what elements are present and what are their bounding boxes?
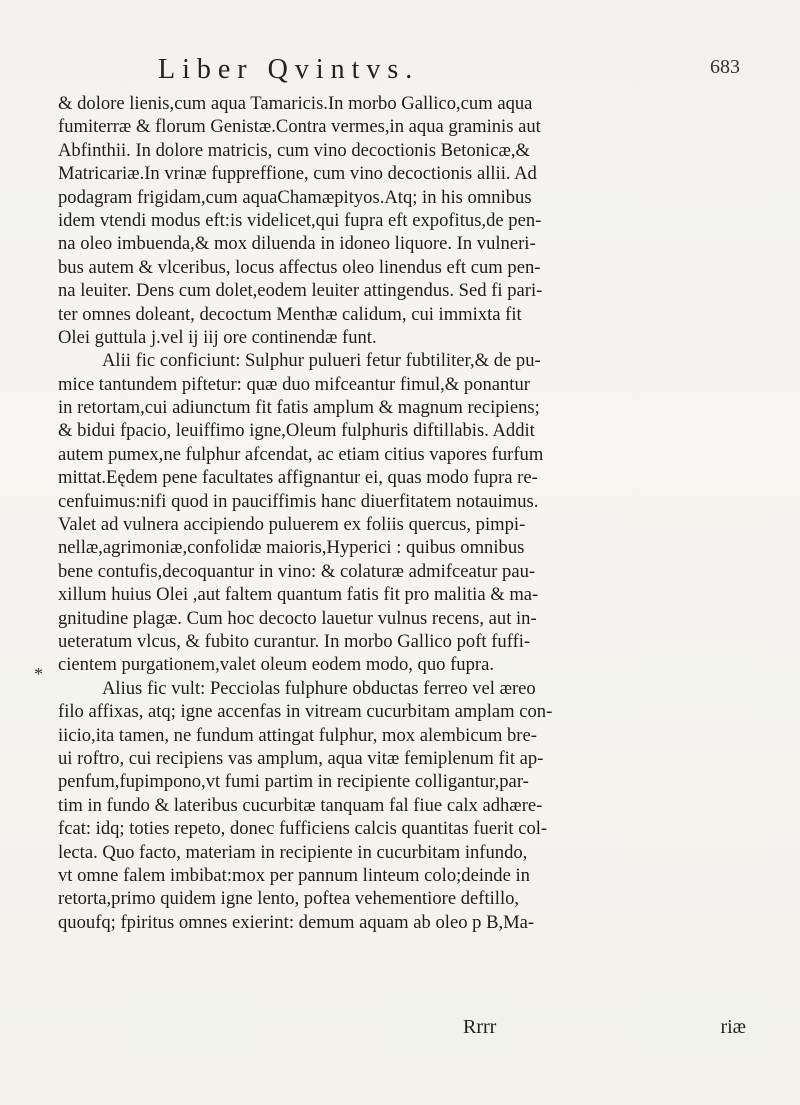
text-line: ui roftro, cui recipiens vas amplum, aqua vitæ femiplenum fit ap- xyxy=(58,747,544,769)
text-line: xillum huius Olei ,aut faltem quantum fatis fit pro malitia & ma- xyxy=(58,584,539,606)
text-line: cientem purgationem,valet oleum eodem modo, quo fupra. xyxy=(58,654,494,676)
text-line: Abfinthii. In dolore matricis, cum vino decoctionis Betonicæ,& xyxy=(58,139,530,161)
text-line: in retortam,cui adiunctum fit fatis amplum & magnum recipiens; xyxy=(58,397,540,419)
page-footer xyxy=(58,1016,778,1044)
text-line: penfum,fupimpono,vt fumi partim in recipiente colligantur,par- xyxy=(58,771,529,793)
text-line: gnitudine plagæ. Cum hoc decocto lauetur vulnus recens, aut in- xyxy=(58,607,537,629)
text-line: Valet ad vulnera accipiendo puluerem ex foliis quercus, pimpi- xyxy=(58,514,526,536)
text-line: ter omnes doleant, decoctum Menthæ calidum, cui immixta fit xyxy=(58,303,522,325)
text-line: autem pumex,ne fulphur afcendat, ac etiam citius vapores furfum xyxy=(58,443,544,465)
text-line: nellæ,agrimoniæ,confolidæ maioris,Hyperici : quibus omnibus xyxy=(58,537,525,559)
text-line: Alii fic conficiunt: Sulphur pulueri fetur fubtiliter,& de pu- xyxy=(102,350,541,372)
text-line: iicio,ita tamen, ne fundum attingat fulphur, mox alembicum bre- xyxy=(58,724,537,746)
text-line: retorta,primo quidem igne lento, poftea vehementiore deftillo, xyxy=(58,888,520,910)
text-line: na leuiter. Dens cum dolet,eodem leuiter attingendus. Sed fi pari- xyxy=(58,280,543,302)
catchword: riæ xyxy=(720,1016,746,1038)
text-line: mice tantundem piftetur: quæ duo mifceantur fimul,& ponantur xyxy=(58,373,530,395)
text-line: na oleo imbuenda,& mox diluenda in idoneo liquore. In vulneri- xyxy=(58,233,536,255)
text-line: & dolore lienis,cum aqua Tamaricis.In morbo Gallico,cum aqua xyxy=(58,93,533,114)
text-line: ueteratum vlcus, & fubito curantur. In morbo Gallico poft fuffi- xyxy=(58,630,531,652)
text-line: bene contufis,decoquantur in vino: & colaturæ admifceatur pau- xyxy=(58,560,536,582)
text-line: Matricariæ.In vrinæ fuppreffione, cum vino decoctionis allii. Ad xyxy=(58,163,537,185)
text-line: filo affixas, atq; igne accenfas in vitream cucurbitam amplam con- xyxy=(58,701,553,723)
text-line: bus autem & vlceribus, locus affectus oleo linendus eft cum pen- xyxy=(58,256,541,278)
text-line: lecta. Quo facto, materiam in recipiente in cucurbitam infundo, xyxy=(58,841,528,863)
text-line: Olei guttula j.vel ij iij ore continendæ funt. xyxy=(58,326,377,348)
text-line: & bidui fpacio, leuiffimo igne,Oleum fulphuris diftillabis. Addit xyxy=(58,420,535,442)
text-line: podagram frigidam,cum aquaChamæpityos.Atq; in his omnibus xyxy=(58,186,532,208)
page-number: 683 xyxy=(710,56,740,78)
body-text xyxy=(58,92,778,934)
text-line: fumiterræ & florum Genistæ.Contra vermes,in aqua graminis aut xyxy=(58,116,541,138)
text-line: mittat.Eędem pene facultates affignantur ei, quas modo fupra re- xyxy=(58,467,538,489)
running-title: Liber Qvintvs. xyxy=(158,54,420,85)
text-line: cenfuimus:nifi quod in pauciffimis hanc diuerfitatem notauimus. xyxy=(58,490,539,512)
margin-asterisk: * xyxy=(34,664,43,684)
page-header xyxy=(58,54,778,94)
text-line: idem vtendi modus eft:is videlicet,qui fupra eft expofitus,de pen- xyxy=(58,209,542,231)
text-line: tim in fundo & lateribus cucurbitæ tanquam fal fiue calx adhære- xyxy=(58,794,543,816)
text-line: fcat: idq; toties repeto, donec fufficiens calcis quantitas fuerit col- xyxy=(58,818,548,840)
text-line: Alius fic vult: Pecciolas fulphure obductas ferreo vel æreo xyxy=(102,677,536,699)
text-line: quoufq; fpiritus omnes exierint: demum aquam ab oleo p B,Ma- xyxy=(58,911,535,933)
signature-mark: Rrrr xyxy=(463,1016,497,1038)
text-line: vt omne falem imbibat:mox per pannum linteum colo;deinde in xyxy=(58,864,530,886)
